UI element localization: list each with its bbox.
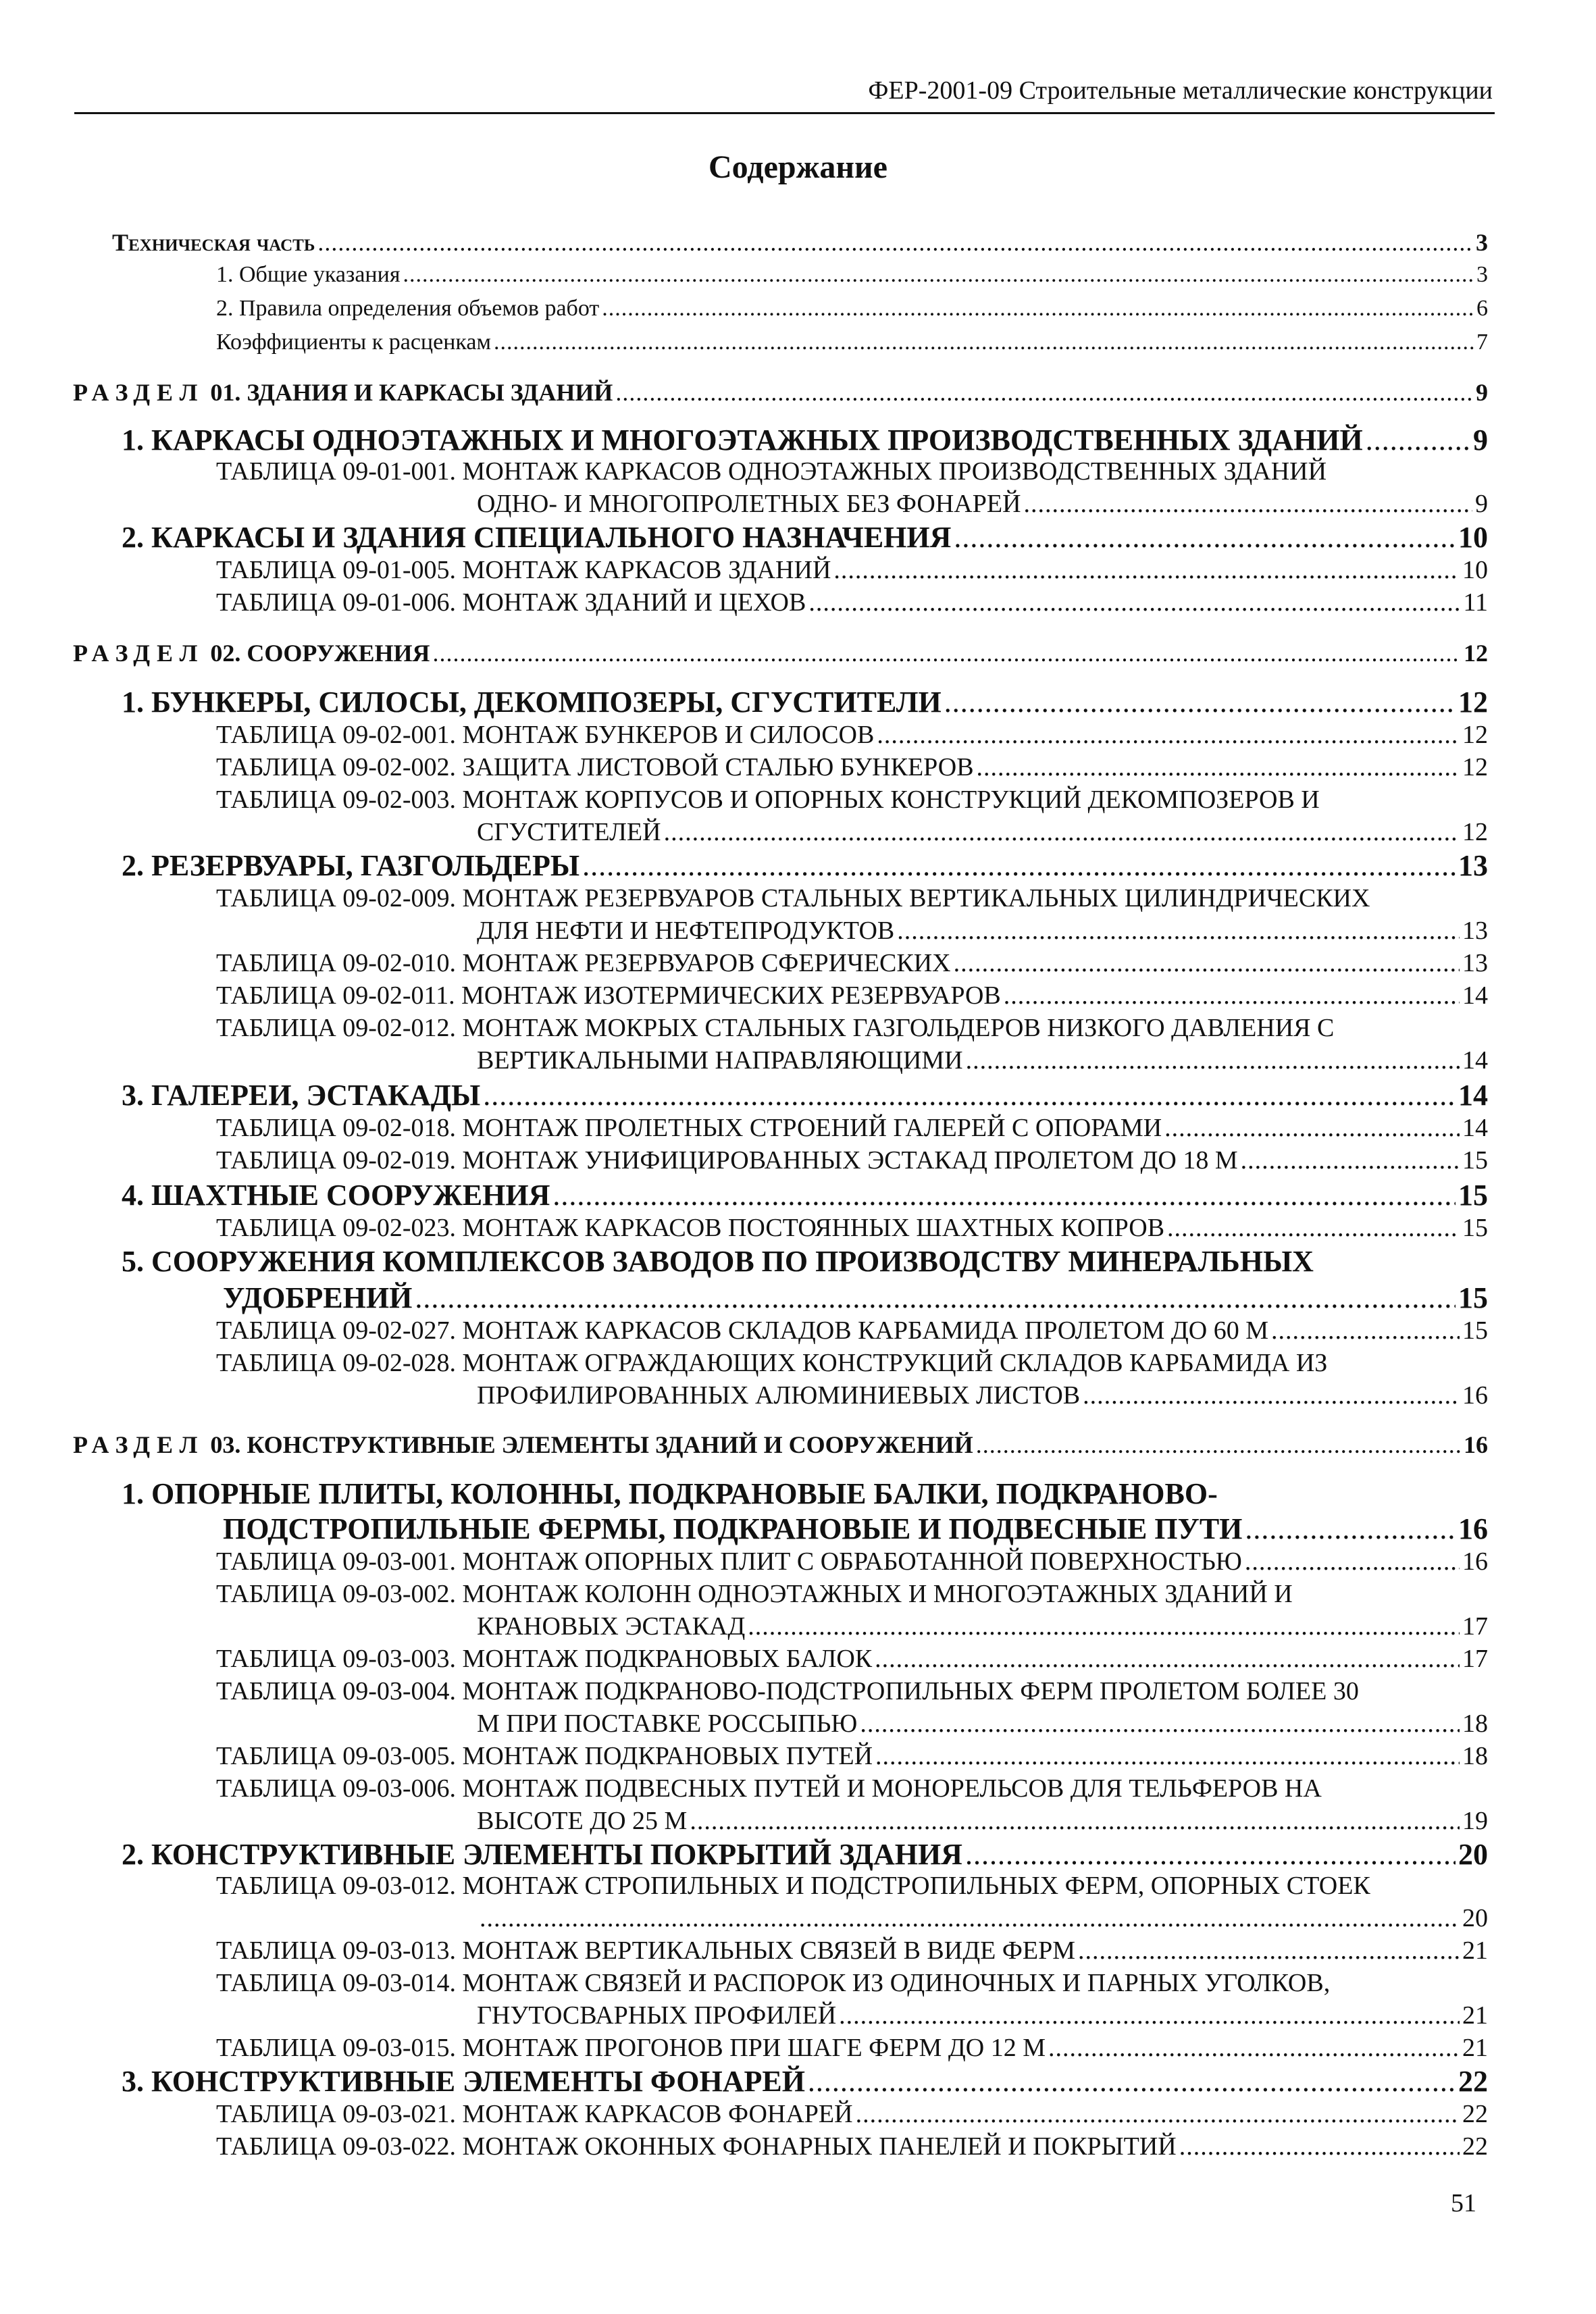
toc-page-number: 16 <box>1458 1512 1488 1545</box>
toc-table-continuation[interactable] <box>477 1806 1488 1836</box>
toc-table-continuation[interactable] <box>477 1612 1488 1641</box>
dot-leader <box>415 1281 1456 1315</box>
toc-entry-text: ТАБЛИЦА 09-01-006. МОНТАЖ ЗДАНИЙ И ЦЕХОВ <box>216 588 806 617</box>
toc-chapter[interactable] <box>122 1178 1488 1212</box>
dot-leader <box>664 817 1460 847</box>
toc-page-number: 14 <box>1462 1114 1488 1142</box>
dot-leader <box>433 639 1461 667</box>
toc-entry-text: ВЫСОТЕ ДО 25 М <box>477 1807 688 1835</box>
toc-page-number: 20 <box>1462 1904 1488 1932</box>
dot-leader <box>977 752 1460 782</box>
toc-page-number: 15 <box>1462 1316 1488 1345</box>
toc-entry-text: ТАБЛИЦА 09-02-018. МОНТАЖ ПРОЛЕТНЫХ СТРОЕНИЙ ГАЛЕРЕЙ С ОПОРАМИ <box>216 1114 1162 1142</box>
toc-page-number: 17 <box>1462 1612 1488 1641</box>
dot-leader <box>976 1431 1461 1459</box>
toc-entry-text: ДЛЯ НЕФТИ И НЕФТЕПРОДУКТОВ <box>477 917 895 945</box>
toc-page-number: 14 <box>1458 1079 1488 1112</box>
dot-leader <box>839 2001 1460 2030</box>
toc-entry-text: 2. РЕЗЕРВУАРЫ, ГАЗГОЛЬДЕРЫ <box>122 849 580 882</box>
toc-entry-text: ТАБЛИЦА 09-02-001. МОНТАЖ БУНКЕРОВ И СИЛОСОВ <box>216 721 875 749</box>
toc-technical-part[interactable] <box>112 228 1488 257</box>
toc-chapter-continuation[interactable] <box>223 1281 1488 1315</box>
toc-entry-text: ГНУТОСВАРНЫХ ПРОФИЛЕЙ <box>477 2001 837 2030</box>
dot-leader <box>602 296 1474 322</box>
dot-leader <box>1366 423 1470 457</box>
toc-page-number: 18 <box>1462 1742 1488 1770</box>
toc-entry-text: ТАБЛИЦА 09-03-001. МОНТАЖ ОПОРНЫХ ПЛИТ С ОБРАБОТАННОЙ ПОВЕРХНОСТЬЮ <box>216 1547 1242 1576</box>
toc-table[interactable] <box>216 1316 1488 1345</box>
toc-table[interactable] <box>216 2099 1488 2129</box>
dot-leader <box>1078 1936 1460 1965</box>
toc-page-number: 12 <box>1462 721 1488 749</box>
toc-chapter[interactable] <box>122 1837 1488 1872</box>
section-title: 03. КОНСТРУКТИВНЫЕ ЭЛЕМЕНТЫ ЗДАНИЙ И СООРУЖЕНИЙ <box>210 1431 973 1458</box>
toc-entry-text: ТАБЛИЦА 09-01-005. МОНТАЖ КАРКАСОВ ЗДАНИЙ <box>216 556 831 584</box>
dot-leader <box>317 228 1473 257</box>
toc-entry-text: ТАБЛИЦА 09-02-010. МОНТАЖ РЕЗЕРВУАРОВ СФЕРИЧЕСКИХ <box>216 949 951 977</box>
toc-page-number: 9 <box>1473 423 1488 457</box>
toc-entry-text: 2. КОНСТРУКТИВНЫЕ ЭЛЕМЕНТЫ ПОКРЫТИЙ ЗДАНИЯ <box>122 1838 962 1871</box>
dot-leader <box>403 262 1474 288</box>
toc-entry-text: ТАБЛИЦА 09-02-027. МОНТАЖ КАРКАСОВ СКЛАДОВ КАРБАМИДА ПРОЛЕТОМ ДО 60 М <box>216 1316 1269 1345</box>
toc-page-number: 3 <box>1476 262 1488 287</box>
toc-entry-text <box>73 378 613 407</box>
toc-table[interactable] <box>216 1547 1488 1576</box>
toc-table-continuation[interactable] <box>477 1903 1488 1933</box>
toc-page-number: 16 <box>1462 1547 1488 1576</box>
dot-leader <box>552 1178 1456 1212</box>
section-prefix: РАЗДЕЛ <box>73 640 205 667</box>
toc-table-continuation[interactable] <box>477 2001 1488 2030</box>
toc-table[interactable] <box>216 1644 1488 1674</box>
toc-entry-text: ПРОФИЛИРОВАННЫХ АЛЮМИНИЕВЫХ ЛИСТОВ <box>477 1381 1081 1410</box>
toc-section-02[interactable] <box>73 639 1488 667</box>
toc-page-number: 12 <box>1464 640 1488 667</box>
toc-page-number: 21 <box>1462 2001 1488 2030</box>
toc-item[interactable] <box>216 262 1488 288</box>
dot-leader <box>1083 1381 1460 1410</box>
toc-page-number: 13 <box>1458 849 1488 882</box>
toc-table-title[interactable]: ТАБЛИЦА 09-03-014. МОНТАЖ СВЯЗЕЙ И РАСПОРОК ИЗ ОДИНОЧНЫХ И ПАРНЫХ УГОЛКОВ, <box>216 1969 1331 1997</box>
toc-page-number: 16 <box>1462 1381 1488 1410</box>
page-number: 51 <box>1451 2189 1476 2217</box>
toc-page-number: 22 <box>1458 2065 1488 2098</box>
dot-leader <box>877 720 1460 750</box>
toc-table-title[interactable]: ТАБЛИЦА 09-02-028. МОНТАЖ ОГРАЖДАЮЩИХ КОНСТРУКЦИЙ СКЛАДОВ КАРБАМИДА ИЗ <box>216 1349 1328 1377</box>
toc-entry-text: 4. ШАХТНЫЕ СООРУЖЕНИЯ <box>122 1179 550 1212</box>
toc-entry-text <box>73 639 430 667</box>
toc-table-continuation[interactable] <box>477 1046 1488 1075</box>
toc-entry-text: ТАБЛИЦА 09-02-019. МОНТАЖ УНИФИЦИРОВАННЫХ ЭСТАКАД ПРОЛЕТОМ ДО 18 М <box>216 1146 1238 1175</box>
toc-page-number: 19 <box>1462 1807 1488 1835</box>
dot-leader <box>860 1709 1460 1739</box>
toc-page-number: 13 <box>1462 917 1488 945</box>
toc-table-title[interactable]: ТАБЛИЦА 09-02-012. МОНТАЖ МОКРЫХ СТАЛЬНЫХ ГАЗГОЛЬДЕРОВ НИЗКОГО ДАВЛЕНИЯ С <box>216 1014 1335 1042</box>
toc-page-number: 9 <box>1475 490 1488 518</box>
toc-entry-text: Коэффициенты к расценкам <box>216 330 492 355</box>
toc-entry-text: ТАБЛИЦА 09-03-015. МОНТАЖ ПРОГОНОВ ПРИ ШАГЕ ФЕРМ ДО 12 М <box>216 2034 1046 2062</box>
dot-leader <box>875 1741 1460 1771</box>
dot-leader <box>965 1837 1456 1872</box>
toc-table-title[interactable]: ТАБЛИЦА 09-03-002. МОНТАЖ КОЛОНН ОДНОЭТАЖНЫХ И МНОГОЭТАЖНЫХ ЗДАНИЙ И <box>216 1580 1293 1608</box>
toc-chapter-title[interactable]: 5. СООРУЖЕНИЯ КОМПЛЕКСОВ ЗАВОДОВ ПО ПРОИЗВОДСТВУ МИНЕРАЛЬНЫХ <box>122 1245 1314 1278</box>
toc-item[interactable] <box>216 296 1488 322</box>
toc-page-number: 22 <box>1462 2100 1488 2128</box>
toc-table[interactable] <box>216 981 1488 1010</box>
toc-table-continuation[interactable] <box>477 817 1488 847</box>
toc-page-number: 15 <box>1462 1146 1488 1175</box>
toc-entry-text: КРАНОВЫХ ЭСТАКАД <box>477 1612 746 1641</box>
toc-page-number: 11 <box>1463 588 1488 617</box>
toc-table[interactable] <box>216 752 1488 782</box>
toc-page-number: 20 <box>1458 1838 1488 1871</box>
dot-leader <box>833 555 1460 585</box>
toc-section-01[interactable] <box>73 378 1488 407</box>
dot-leader <box>1004 981 1460 1010</box>
toc-entry-text: 1. Общие указания <box>216 262 401 287</box>
toc-table[interactable] <box>216 555 1488 585</box>
toc-page-number: 7 <box>1476 330 1488 355</box>
dot-leader <box>954 948 1460 978</box>
toc-chapter[interactable] <box>122 2064 1488 2099</box>
section-title: 02. СООРУЖЕНИЯ <box>210 640 430 667</box>
dot-leader <box>690 1806 1460 1836</box>
toc-entry-text: 1. БУНКЕРЫ, СИЛОСЫ, ДЕКОМПОЗЕРЫ, СГУСТИТЕЛИ <box>122 686 942 719</box>
dot-leader <box>1179 2132 1460 2161</box>
toc-page-number: 14 <box>1462 981 1488 1010</box>
toc-entry-text: Техническая часть <box>112 229 315 256</box>
toc-page-number: 22 <box>1462 2132 1488 2161</box>
toc-entry-text: ОДНО- И МНОГОПРОЛЕТНЫХ БЕЗ ФОНАРЕЙ <box>477 490 1021 518</box>
toc-chapter[interactable] <box>122 520 1488 555</box>
dot-leader <box>954 520 1456 555</box>
toc-item[interactable] <box>216 330 1488 355</box>
toc-page-number: 14 <box>1462 1046 1488 1075</box>
toc-entry-text: 2. Правила определения объемов работ <box>216 296 600 321</box>
toc-table[interactable] <box>216 1146 1488 1175</box>
toc-entry-text <box>73 1431 973 1459</box>
toc-page-number: 21 <box>1462 1936 1488 1965</box>
dot-leader <box>1024 489 1472 519</box>
toc-table-title[interactable]: ТАБЛИЦА 09-03-004. МОНТАЖ ПОДКРАНОВО-ПОДСТРОПИЛЬНЫХ ФЕРМ ПРОЛЕТОМ БОЛЕЕ 30 <box>216 1677 1359 1705</box>
dot-leader <box>966 1046 1460 1075</box>
toc-table[interactable] <box>216 1113 1488 1143</box>
toc-entry-text: ТАБЛИЦА 09-03-005. МОНТАЖ ПОДКРАНОВЫХ ПУТЕЙ <box>216 1742 873 1770</box>
dot-leader <box>1241 1146 1460 1175</box>
dot-leader <box>808 2064 1456 2099</box>
dot-leader <box>1167 1213 1460 1243</box>
toc-table-continuation[interactable] <box>477 1709 1488 1739</box>
toc-entry-text: УДОБРЕНИЙ <box>223 1281 413 1314</box>
toc-table[interactable] <box>216 1936 1488 1965</box>
toc-entry-text: ТАБЛИЦА 09-03-022. МОНТАЖ ОКОННЫХ ФОНАРНЫХ ПАНЕЛЕЙ И ПОКРЫТИЙ <box>216 2132 1177 2161</box>
dot-leader <box>615 378 1473 407</box>
toc-page-number: 10 <box>1462 556 1488 584</box>
toc-table[interactable] <box>216 588 1488 617</box>
toc-page-number: 12 <box>1462 818 1488 846</box>
toc-entry-text: ТАБЛИЦА 09-03-013. МОНТАЖ ВЕРТИКАЛЬНЫХ СВЯЗЕЙ В ВИДЕ ФЕРМ <box>216 1936 1075 1965</box>
toc-entry-text: ТАБЛИЦА 09-02-002. ЗАЩИТА ЛИСТОВОЙ СТАЛЬЮ БУНКЕРОВ <box>216 753 974 781</box>
toc-table[interactable] <box>216 2033 1488 2063</box>
dot-leader <box>1164 1113 1460 1143</box>
dot-leader <box>875 1644 1460 1674</box>
dot-leader <box>944 685 1456 719</box>
section-prefix: РАЗДЕЛ <box>73 1431 205 1458</box>
toc-table[interactable] <box>216 2132 1488 2161</box>
section-title: 01. ЗДАНИЯ И КАРКАСЫ ЗДАНИЙ <box>210 379 613 406</box>
dot-leader <box>480 1903 1460 1933</box>
running-header: ФЕР-2001-09 Строительные металлические конструкции <box>868 76 1493 105</box>
section-prefix: РАЗДЕЛ <box>73 379 205 406</box>
toc-entry-text: ТАБЛИЦА 09-02-011. МОНТАЖ ИЗОТЕРМИЧЕСКИХ РЕЗЕРВУАРОВ <box>216 981 1001 1010</box>
toc-page-number: 17 <box>1462 1645 1488 1673</box>
toc-chapter[interactable] <box>122 848 1488 883</box>
toc-page-number: 13 <box>1462 949 1488 977</box>
toc-entry-text: ТАБЛИЦА 09-02-023. МОНТАЖ КАРКАСОВ ПОСТОЯННЫХ ШАХТНЫХ КОПРОВ <box>216 1214 1165 1242</box>
dot-leader <box>856 2099 1460 2129</box>
toc-table-continuation[interactable] <box>477 916 1488 946</box>
dot-leader <box>582 848 1456 883</box>
toc-table-continuation[interactable] <box>477 1381 1488 1410</box>
toc-entry-text: 3. ГАЛЕРЕИ, ЭСТАКАДЫ <box>122 1079 481 1112</box>
toc-title: Содержание <box>709 149 887 185</box>
toc-table-title[interactable]: ТАБЛИЦА 09-02-009. МОНТАЖ РЕЗЕРВУАРОВ СТАЛЬНЫХ ВЕРТИКАЛЬНЫХ ЦИЛИНДРИЧЕСКИХ <box>216 884 1370 912</box>
toc-chapter-title[interactable]: 1. ОПОРНЫЕ ПЛИТЫ, КОЛОННЫ, ПОДКРАНОВЫЕ БАЛКИ, ПОДКРАНОВО- <box>122 1477 1218 1510</box>
dot-leader <box>1245 1547 1460 1576</box>
toc-page-number: 15 <box>1462 1214 1488 1242</box>
toc-page-number: 15 <box>1458 1281 1488 1314</box>
toc-entry-text: 3. КОНСТРУКТИВНЫЕ ЭЛЕМЕНТЫ ФОНАРЕЙ <box>122 2065 805 2098</box>
toc-entry-text: 1. КАРКАСЫ ОДНОЭТАЖНЫХ И МНОГОЭТАЖНЫХ ПРОИЗВОДСТВЕННЫХ ЗДАНИЙ <box>122 423 1363 457</box>
dot-leader <box>808 588 1460 617</box>
toc-entry-text: ВЕРТИКАЛЬНЫМИ НАПРАВЛЯЮЩИМИ <box>477 1046 963 1075</box>
toc-page-number: 10 <box>1458 521 1488 554</box>
dot-leader <box>897 916 1460 946</box>
toc-entry-text: ТАБЛИЦА 09-03-003. МОНТАЖ ПОДКРАНОВЫХ БАЛОК <box>216 1645 873 1673</box>
dot-leader <box>483 1078 1456 1112</box>
dot-leader <box>1271 1316 1460 1345</box>
toc-table-title[interactable]: ТАБЛИЦА 09-03-012. МОНТАЖ СТРОПИЛЬНЫХ И ПОДСТРОПИЛЬНЫХ ФЕРМ, ОПОРНЫХ СТОЕК <box>216 1872 1370 1900</box>
toc-chapter[interactable] <box>122 423 1488 457</box>
toc-table-title[interactable]: ТАБЛИЦА 09-01-001. МОНТАЖ КАРКАСОВ ОДНОЭТАЖНЫХ ПРОИЗВОДСТВЕННЫХ ЗДАНИЙ <box>216 457 1327 486</box>
toc-page-number: 15 <box>1458 1179 1488 1212</box>
toc-table[interactable] <box>216 948 1488 978</box>
dot-leader <box>1245 1512 1456 1546</box>
toc-entry-text: М ПРИ ПОСТАВКЕ РОССЫПЬЮ <box>477 1709 858 1738</box>
toc-chapter[interactable] <box>122 1078 1488 1112</box>
toc-chapter-continuation[interactable] <box>223 1512 1488 1546</box>
toc-table-continuation[interactable] <box>477 489 1488 519</box>
toc-page-number: 6 <box>1476 296 1488 321</box>
toc-table-title[interactable]: ТАБЛИЦА 09-03-006. МОНТАЖ ПОДВЕСНЫХ ПУТЕЙ И МОНОРЕЛЬСОВ ДЛЯ ТЕЛЬФЕРОВ НА <box>216 1774 1322 1803</box>
toc-chapter[interactable] <box>122 685 1488 719</box>
dot-leader <box>1048 2033 1460 2063</box>
toc-page-number: 21 <box>1462 2034 1488 2062</box>
toc-page-number: 3 <box>1476 229 1488 256</box>
dot-leader <box>748 1612 1460 1641</box>
toc-page-number: 18 <box>1462 1709 1488 1738</box>
dot-leader <box>494 330 1474 355</box>
toc-entry-text: ПОДСТРОПИЛЬНЫЕ ФЕРМЫ, ПОДКРАНОВЫЕ И ПОДВЕСНЫЕ ПУТИ <box>223 1512 1243 1545</box>
toc-entry-text: СГУСТИТЕЛЕЙ <box>477 818 661 846</box>
toc-page-number: 16 <box>1464 1431 1488 1458</box>
toc-page-number: 12 <box>1458 686 1488 719</box>
toc-page-number: 9 <box>1476 379 1488 406</box>
toc-page-number: 12 <box>1462 753 1488 781</box>
toc-table[interactable] <box>216 720 1488 750</box>
toc-table-title[interactable]: ТАБЛИЦА 09-02-003. МОНТАЖ КОРПУСОВ И ОПОРНЫХ КОНСТРУКЦИЙ ДЕКОМПОЗЕРОВ И <box>216 786 1320 814</box>
toc-section-03[interactable] <box>73 1431 1488 1459</box>
toc-table[interactable] <box>216 1213 1488 1243</box>
toc-table[interactable] <box>216 1741 1488 1771</box>
toc-entry-text: 2. КАРКАСЫ И ЗДАНИЯ СПЕЦИАЛЬНОГО НАЗНАЧЕНИЯ <box>122 521 952 554</box>
toc-entry-text: ТАБЛИЦА 09-03-021. МОНТАЖ КАРКАСОВ ФОНАРЕЙ <box>216 2100 853 2128</box>
